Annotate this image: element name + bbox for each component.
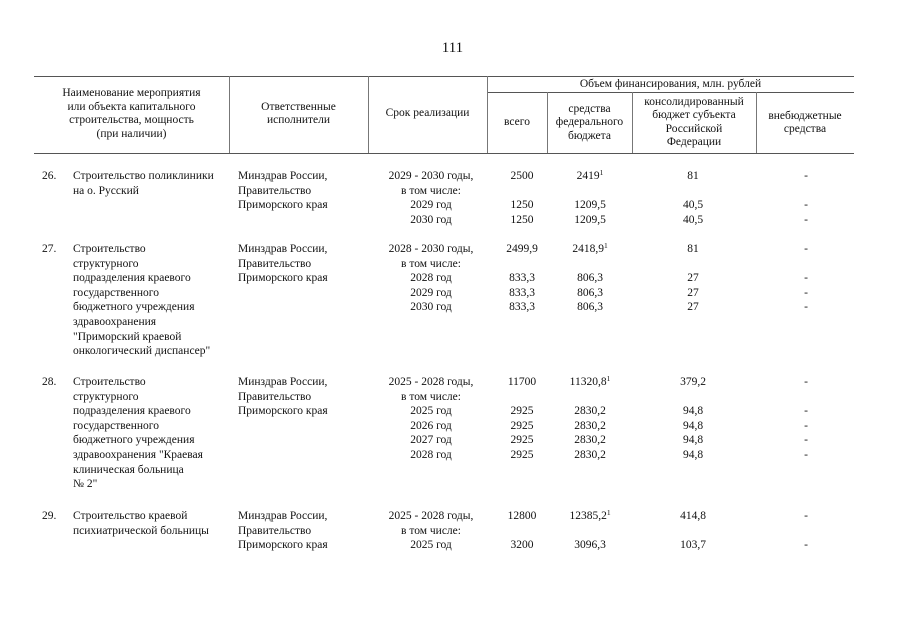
executor-line: Приморского края bbox=[238, 272, 328, 285]
row-number: 27. bbox=[42, 243, 57, 255]
regional-value: 40,5 bbox=[682, 213, 704, 226]
regional-value: 27 bbox=[687, 272, 699, 285]
row-number: 28. bbox=[42, 376, 57, 388]
term-line: 2029 год bbox=[410, 199, 452, 212]
federal-value bbox=[551, 242, 629, 257]
regional-value: 27 bbox=[687, 286, 699, 299]
extrabudget-value: - bbox=[804, 199, 808, 212]
executor-line: Приморского края bbox=[238, 199, 328, 212]
total-value: 12800 bbox=[507, 510, 537, 522]
footnote-marker: 1 bbox=[606, 374, 611, 383]
executor-line: Минздрав России, bbox=[238, 170, 328, 182]
term-line: в том числе: bbox=[401, 390, 461, 403]
object-name-line: Строительство bbox=[73, 376, 146, 388]
header-name bbox=[34, 78, 229, 150]
total-value: 2500 bbox=[510, 170, 534, 182]
term-line: 2029 - 2030 годы, bbox=[388, 170, 474, 182]
extrabudget-value: - bbox=[804, 272, 808, 285]
object-name-line: подразделения краевого bbox=[73, 405, 191, 418]
regional-value: 94,8 bbox=[682, 419, 704, 432]
header-federal-line: бюджета bbox=[568, 129, 611, 142]
federal-value: 3096,3 bbox=[574, 539, 606, 552]
executor-line: Минздрав России, bbox=[238, 243, 328, 255]
federal-value: 1209,5 bbox=[574, 213, 606, 226]
extrabudget-value: - bbox=[804, 449, 808, 461]
object-name-line: бюджетного учреждения bbox=[73, 301, 195, 314]
object-name-line: структурного bbox=[73, 390, 139, 403]
term-line: в том числе: bbox=[401, 524, 461, 537]
footnote-marker: 1 bbox=[599, 168, 604, 177]
term-line: 2028 год bbox=[410, 449, 452, 461]
extrabudget-value: - bbox=[804, 170, 808, 182]
executor-line: Правительство bbox=[238, 184, 312, 197]
object-name-line: структурного bbox=[73, 257, 139, 270]
regional-value: 27 bbox=[687, 301, 699, 314]
header-executors-line: исполнители bbox=[266, 114, 331, 126]
object-name-line: клиническая больница bbox=[73, 463, 184, 476]
federal-value: 2830,2 bbox=[574, 434, 606, 447]
row-number: 29. bbox=[42, 510, 57, 522]
object-name-line: онкологический диспансер" bbox=[73, 345, 211, 358]
federal-value bbox=[551, 169, 629, 184]
extrabudget-value: - bbox=[804, 405, 808, 418]
federal-value bbox=[551, 375, 629, 390]
footnote-marker: 1 bbox=[606, 508, 611, 517]
term-line: 2028 - 2030 годы, bbox=[388, 243, 474, 255]
page-number: 111 bbox=[441, 40, 464, 56]
header-federal bbox=[547, 93, 632, 153]
header-name-line: (при наличии) bbox=[96, 127, 167, 140]
object-name-line: подразделения краевого bbox=[73, 272, 191, 285]
extrabudget-value: - bbox=[804, 213, 808, 226]
regional-value: 94,8 bbox=[682, 449, 704, 461]
object-name-line: № 2" bbox=[73, 478, 98, 491]
header-regional-line: Российской bbox=[665, 122, 723, 135]
total-value: 11700 bbox=[507, 376, 537, 388]
regional-value: 94,8 bbox=[682, 434, 704, 447]
object-name-line: Строительство bbox=[73, 243, 146, 255]
term-line: 2025 - 2028 годы, bbox=[388, 376, 474, 388]
object-name-line: государственного bbox=[73, 286, 159, 299]
header-term: Срок реализации bbox=[385, 107, 470, 120]
total-value: 1250 bbox=[510, 213, 534, 226]
executor-line: Правительство bbox=[238, 390, 312, 403]
footnote-marker: 1 bbox=[603, 241, 608, 250]
header-extrabudget bbox=[756, 93, 854, 153]
regional-value: 94,8 bbox=[682, 405, 704, 418]
executor-line: Правительство bbox=[238, 524, 312, 537]
executor-line: Приморского края bbox=[238, 405, 328, 418]
regional-value: 40,5 bbox=[682, 199, 704, 212]
header-regional bbox=[632, 92, 756, 153]
federal-value-text: 12385,2 bbox=[569, 510, 607, 522]
federal-value: 806,3 bbox=[577, 301, 603, 314]
total-value: 1250 bbox=[510, 199, 534, 212]
extrabudget-value: - bbox=[804, 539, 808, 552]
extrabudget-value: - bbox=[804, 301, 808, 314]
header-regional-line: консолидированный bbox=[644, 95, 744, 108]
header-total: всего bbox=[504, 116, 530, 129]
federal-value-text: 11320,8 bbox=[569, 376, 607, 388]
total-value: 833,3 bbox=[509, 286, 535, 299]
federal-value: 2830,2 bbox=[574, 419, 606, 432]
row-number: 26. bbox=[42, 170, 57, 182]
federal-value-text: 2418,9 bbox=[572, 243, 604, 255]
total-value: 3200 bbox=[510, 539, 534, 552]
header-extrabudget-line: внебюджетные bbox=[768, 109, 842, 122]
extrabudget-value: - bbox=[804, 510, 808, 522]
total-value: 2925 bbox=[510, 419, 534, 432]
regional-value: 379,2 bbox=[680, 376, 706, 388]
object-name-line: психиатрической больницы bbox=[73, 524, 209, 537]
object-name-line: здравоохранения "Краевая bbox=[73, 449, 203, 461]
term-line: 2025 - 2028 годы, bbox=[388, 510, 474, 522]
header-name-line: или объекта капитального bbox=[67, 100, 196, 113]
federal-value: 2830,2 bbox=[574, 405, 606, 418]
header-extrabudget-line: средства bbox=[783, 123, 827, 135]
executor-line: Правительство bbox=[238, 257, 312, 270]
executor-line: Минздрав России, bbox=[238, 510, 328, 522]
total-value: 2499,9 bbox=[506, 243, 538, 255]
header-federal-line: средства bbox=[568, 102, 611, 115]
object-name-line: "Приморский краевой bbox=[73, 330, 182, 343]
header-regional-line: Федерации bbox=[666, 136, 722, 148]
total-value: 833,3 bbox=[509, 301, 535, 314]
object-name-line: Строительство поликлиники bbox=[73, 170, 214, 182]
header-executors-line: Ответственные bbox=[261, 100, 336, 113]
federal-value-text: 2419 bbox=[576, 170, 600, 182]
extrabudget-value: - bbox=[804, 243, 808, 255]
object-name-line: бюджетного учреждения bbox=[73, 434, 195, 447]
header-federal-line: федерального bbox=[555, 116, 624, 129]
header-regional-line: бюджет субъекта bbox=[652, 109, 736, 121]
object-name-line: на о. Русский bbox=[73, 184, 139, 197]
executor-line: Минздрав России, bbox=[238, 376, 328, 388]
term-line: 2028 год bbox=[410, 272, 452, 285]
total-value: 2925 bbox=[510, 434, 534, 447]
total-value: 2925 bbox=[510, 405, 534, 418]
header-name-line: строительства, мощность bbox=[69, 114, 194, 126]
term-line: 2030 год bbox=[410, 213, 452, 226]
header-name-line: Наименование мероприятия bbox=[62, 87, 201, 99]
regional-value: 81 bbox=[687, 170, 699, 182]
term-line: 2026 год bbox=[410, 419, 452, 432]
object-name-line: здравоохранения bbox=[73, 316, 157, 328]
term-line: 2027 год bbox=[410, 434, 452, 447]
term-line: 2029 год bbox=[410, 286, 452, 299]
total-value: 833,3 bbox=[509, 272, 535, 285]
header-funding-group: Объем финансирования, млн. рублей bbox=[579, 77, 762, 90]
executor-line: Приморского края bbox=[238, 539, 328, 552]
header-bottom-border bbox=[34, 153, 854, 154]
term-line: в том числе: bbox=[401, 184, 461, 197]
total-value: 2925 bbox=[510, 449, 534, 461]
federal-value: 806,3 bbox=[577, 286, 603, 299]
term-line: 2030 год bbox=[410, 301, 452, 314]
term-line: 2025 год bbox=[410, 405, 452, 418]
extrabudget-value: - bbox=[804, 419, 808, 432]
regional-value: 414,8 bbox=[680, 510, 706, 522]
header-executors bbox=[229, 78, 368, 150]
extrabudget-value: - bbox=[804, 434, 808, 447]
regional-value: 103,7 bbox=[680, 539, 706, 552]
term-line: в том числе: bbox=[401, 257, 461, 270]
federal-value: 806,3 bbox=[577, 272, 603, 285]
object-name-line: государственного bbox=[73, 419, 159, 432]
extrabudget-value: - bbox=[804, 376, 808, 388]
federal-value bbox=[551, 509, 629, 524]
federal-value: 2830,2 bbox=[574, 449, 606, 461]
term-line: 2025 год bbox=[410, 539, 452, 552]
extrabudget-value: - bbox=[804, 286, 808, 299]
regional-value: 81 bbox=[687, 243, 699, 255]
object-name-line: Строительство краевой bbox=[73, 510, 188, 522]
federal-value: 1209,5 bbox=[574, 199, 606, 212]
